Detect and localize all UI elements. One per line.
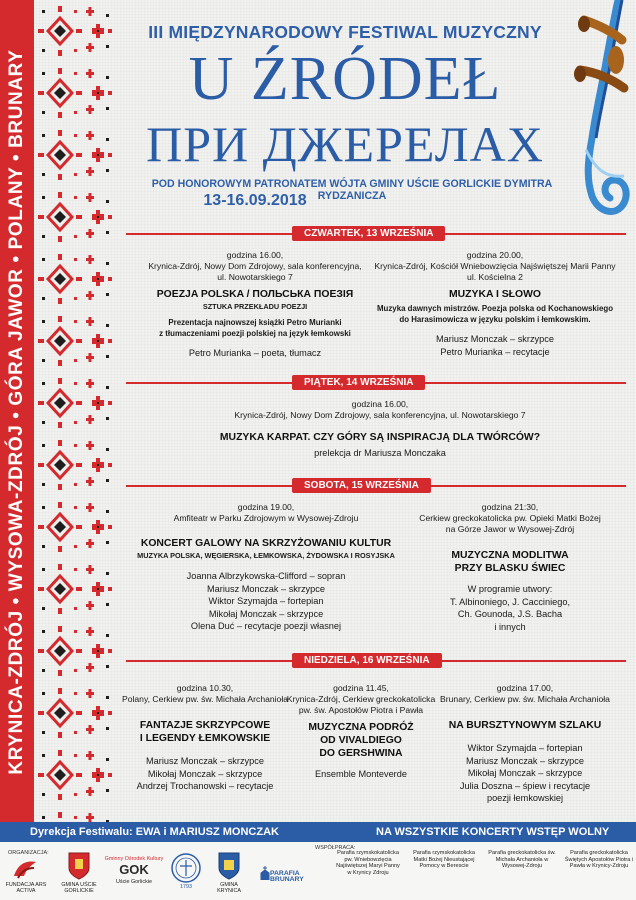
- event-sunday-violin-fantasies: [120, 683, 290, 793]
- performer: poezji łemkowskiej: [486, 793, 564, 803]
- performer: Julia Doszna – śpiew i recytacje: [459, 780, 591, 791]
- day-label: PIĄTEK, 14 WRZEŚNIA: [292, 375, 425, 390]
- gok-top-text: Gminny Ośrodek Kultury: [104, 856, 164, 862]
- event-sunday-amber-trail: [420, 683, 630, 805]
- event-title: OD VIVALDIEGO: [320, 735, 402, 746]
- event-title: MUZYKA KARPAT. CZY GÓRY SĄ INSPIRACJĄ DLA TWÓRCÓW?: [219, 432, 541, 443]
- event-title: MUZYCZNA PODRÓŻ: [308, 722, 414, 733]
- event-sunday-musical-journey: [286, 683, 436, 781]
- performer: Andrzej Trochanowski – recytacje: [136, 781, 274, 791]
- day-banner-thursday: [126, 226, 626, 241]
- event-subtitle: MUZYKA POLSKA, WĘGIERSKA, ŁEMKOWSKA, ŻYDOWSKA I ROSYJSKA: [137, 551, 395, 560]
- program-text: Ch. Gounoda, J.S. Bacha: [457, 609, 563, 619]
- day-label: NIEDZIELA, 16 WRZEŚNIA: [292, 653, 442, 668]
- event-place: ul. Kościelna 2: [467, 272, 523, 282]
- embroidery-pattern: [34, 0, 114, 822]
- performer: Wiktor Szymajda – fortepian: [467, 743, 583, 753]
- performer: Olena Duć – recytacje poezji własnej: [190, 621, 342, 631]
- event-place: pw. św. Apostołów Piotra i Pawła: [298, 705, 424, 715]
- event-time: godzina 16.00,: [226, 250, 284, 260]
- event-place: Krynica-Zdrój, Nowy Dom Zdrojowy, sala konferencyjna, ul. Nowotarskiego 7: [234, 410, 526, 420]
- free-entry-note: NA WSZYSTKIE KONCERTY WSTĘP WOLNY: [376, 826, 610, 838]
- event-place: Krynica-Zdrój, Nowy Dom Zdrojowy, sala konferencyjna,: [148, 261, 362, 271]
- performer: Ensemble Monteverde: [315, 769, 407, 779]
- performer: Mariusz Monczak – skrzypce: [146, 756, 264, 766]
- event-time: godzina 11.45,: [333, 683, 389, 693]
- festival-direction: Dyrekcja Festiwalu: EWA i MARIUSZ MONCZAK: [30, 826, 279, 838]
- side-locations: KRYNICA-ZDRÓJ • WYSOWA-ZDRÓJ • GÓRA JAWOR • POLANY • BRUNARY: [6, 49, 27, 775]
- performer: Mikołaj Monczak – skrzypce: [208, 608, 324, 619]
- brunary-logo-text: PARAFIA BRUNARY: [270, 870, 304, 884]
- krynica-coat-of-arms-icon: [218, 852, 240, 880]
- parish-seal-year: 1793: [180, 884, 192, 890]
- cooperation-label: WSPÓŁPRACA:: [315, 845, 356, 851]
- event-place: Cerkiew greckokatolicka pw. Opieki Matki Bożej: [419, 513, 601, 523]
- gok-logo: GOK: [119, 862, 149, 877]
- performer: Wiktor Szymajda – fortepian: [208, 596, 324, 606]
- event-title: I LEGENDY ŁEMKOWSKIE: [139, 733, 271, 744]
- organizer-label: ORGANIZACJA:: [8, 850, 49, 856]
- program-text: T. Albinoniego, J. Cacciniego,: [449, 596, 571, 607]
- performer: Petro Murianka – poeta, tłumacz: [188, 348, 322, 358]
- event-place: Polany, Cerkiew pw. św. Michała Archanioła: [121, 694, 289, 704]
- event-title: FANTAZJE SKRZYPCOWE: [139, 720, 271, 731]
- performer: Mikołaj Monczak – skrzypce: [147, 768, 263, 779]
- event-place: Brunary, Cerkiew pw. św. Michała Archanioła: [440, 694, 610, 704]
- event-description: Muzyka dawnych mistrzów. Poezja polska od Kochanowskiego: [376, 304, 614, 313]
- parish-wysowa: Parafia greckokatolicka św. Michała Archanioła w Wysowej-Zdroju: [488, 850, 556, 869]
- fundacja-logo-text: FUNDACJA ARS ACTIVA: [5, 882, 47, 895]
- event-time: godzina 19.00,: [237, 502, 295, 512]
- event-saturday-gala: [126, 502, 406, 633]
- performer: Petro Murianka – recytacje: [440, 346, 550, 357]
- day-label: CZWARTEK, 13 WRZEŚNIA: [292, 226, 445, 241]
- event-thursday-music-word: [360, 250, 630, 358]
- footer-bar: [0, 822, 636, 842]
- event-time: godzina 16.00,: [351, 399, 409, 409]
- event-title: KONCERT GALOWY NA SKRZYŻOWANIU KULTUR: [140, 538, 392, 549]
- event-title: PRZY BLASKU ŚWIEC: [454, 563, 566, 574]
- event-place: na Górze Jawor w Wysowej-Zdrój: [445, 524, 575, 534]
- event-description: z tłumaczeniami poezji polskiej na język łemkowski: [159, 329, 351, 338]
- performer: Mariusz Monczak – skrzypce: [466, 755, 584, 766]
- day-banner-sunday: [126, 653, 626, 668]
- performer: Mariusz Monczak – skrzypce: [207, 583, 325, 594]
- day-label: SOBOTA, 15 WRZEŚNIA: [292, 478, 431, 493]
- violin-scroll-icon: [566, 0, 636, 225]
- event-title: DO GERSHWINA: [319, 748, 403, 759]
- performer: Joanna Albrzykowska-Clifford – sopran: [186, 571, 346, 581]
- fundacja-logo-icon: [12, 858, 38, 880]
- performer: Mariusz Monczak – skrzypce: [436, 334, 554, 344]
- gmina-logo-text: GMINA UŚCIE GORLICKIE: [61, 882, 97, 895]
- event-saturday-prayer: [390, 502, 630, 633]
- event-friday-lecture: [130, 399, 630, 460]
- event-title: NA BURSZTYNOWYM SZLAKU: [448, 720, 602, 731]
- festival-subtitle: III MIĘDZYNARODOWY FESTIWAL MUZYCZNY: [148, 22, 542, 42]
- event-time: godzina 10.30,: [176, 683, 234, 693]
- event-time: godzina 17.00,: [496, 683, 554, 693]
- parish-krynica-gc: Parafia greckokatolicka Świętych Apostołów Piotra i Pawła w Krynicy-Zdroju: [564, 850, 634, 869]
- event-place: Krynica-Zdrój, Cerkiew greckokatolicka: [286, 694, 436, 704]
- title-polish: U ŹRÓDEŁ: [188, 45, 502, 113]
- program-text: W programie utwory:: [467, 584, 553, 594]
- event-place: Amfiteatr w Parku Zdrojowym w Wysowej-Zdroju: [173, 513, 359, 523]
- event-time: godzina 20.00,: [466, 250, 524, 260]
- event-time: godzina 21:30,: [481, 502, 539, 512]
- event-subtitle: SZTUKA PRZEKŁADU POEZJI: [202, 302, 308, 311]
- program-text: i innych: [494, 621, 526, 632]
- performer: prelekcja dr Mariusza Monczaka: [314, 448, 446, 458]
- day-banner-friday: [126, 375, 626, 390]
- gmina-coat-of-arms-icon: [68, 852, 90, 880]
- patronage-line: POD HONOROWYM PATRONATEM WÓJTA GMINY UŚCIE GORLICKIE DYMITRA RYDZANICZA: [151, 178, 553, 202]
- event-description: Prezentacja najnowszej książki Petro Murianki: [168, 318, 342, 327]
- performer: Mikołaj Monczak – skrzypce: [467, 768, 583, 778]
- event-place: ul. Nowotarskiego 7: [217, 272, 293, 282]
- day-banner-saturday: [126, 478, 626, 493]
- festival-dates: 13-16.09.2018: [203, 192, 307, 209]
- event-title: MUZYKA I SŁOWO: [449, 289, 541, 300]
- event-description: do Harasimowicza w języku polskim i łemkowskim.: [399, 315, 591, 324]
- krynica-logo-text: GMINA KRYNICA: [217, 882, 241, 895]
- title-ukrainian: ПРИ ДЖЕРЕЛАХ: [146, 116, 544, 172]
- parish-berest: Parafia rzymskokatolicka Matki Bożej Nieustającej Pomocy w Berescie: [413, 850, 475, 869]
- event-title: POEZJA POLSKA / ПОЛЬСЬКА ПОЕЗІЯ: [156, 289, 354, 300]
- gok-bottom-text: Uście Gorlickie: [116, 879, 152, 885]
- event-thursday-poetry: [130, 250, 380, 360]
- event-place: Krynica-Zdrój, Kościół Wniebowzięcia Najświętszej Marii Panny: [374, 261, 616, 271]
- parish-krynica-rc: Parafia rzymskokatolicka pw. Wniebowzięcia Najświętszej Maryi Panny w Krynicy Zdroju: [336, 850, 400, 876]
- parish-seal-icon: [170, 852, 202, 884]
- event-title: MUZYCZNA MODLITWA: [451, 550, 569, 561]
